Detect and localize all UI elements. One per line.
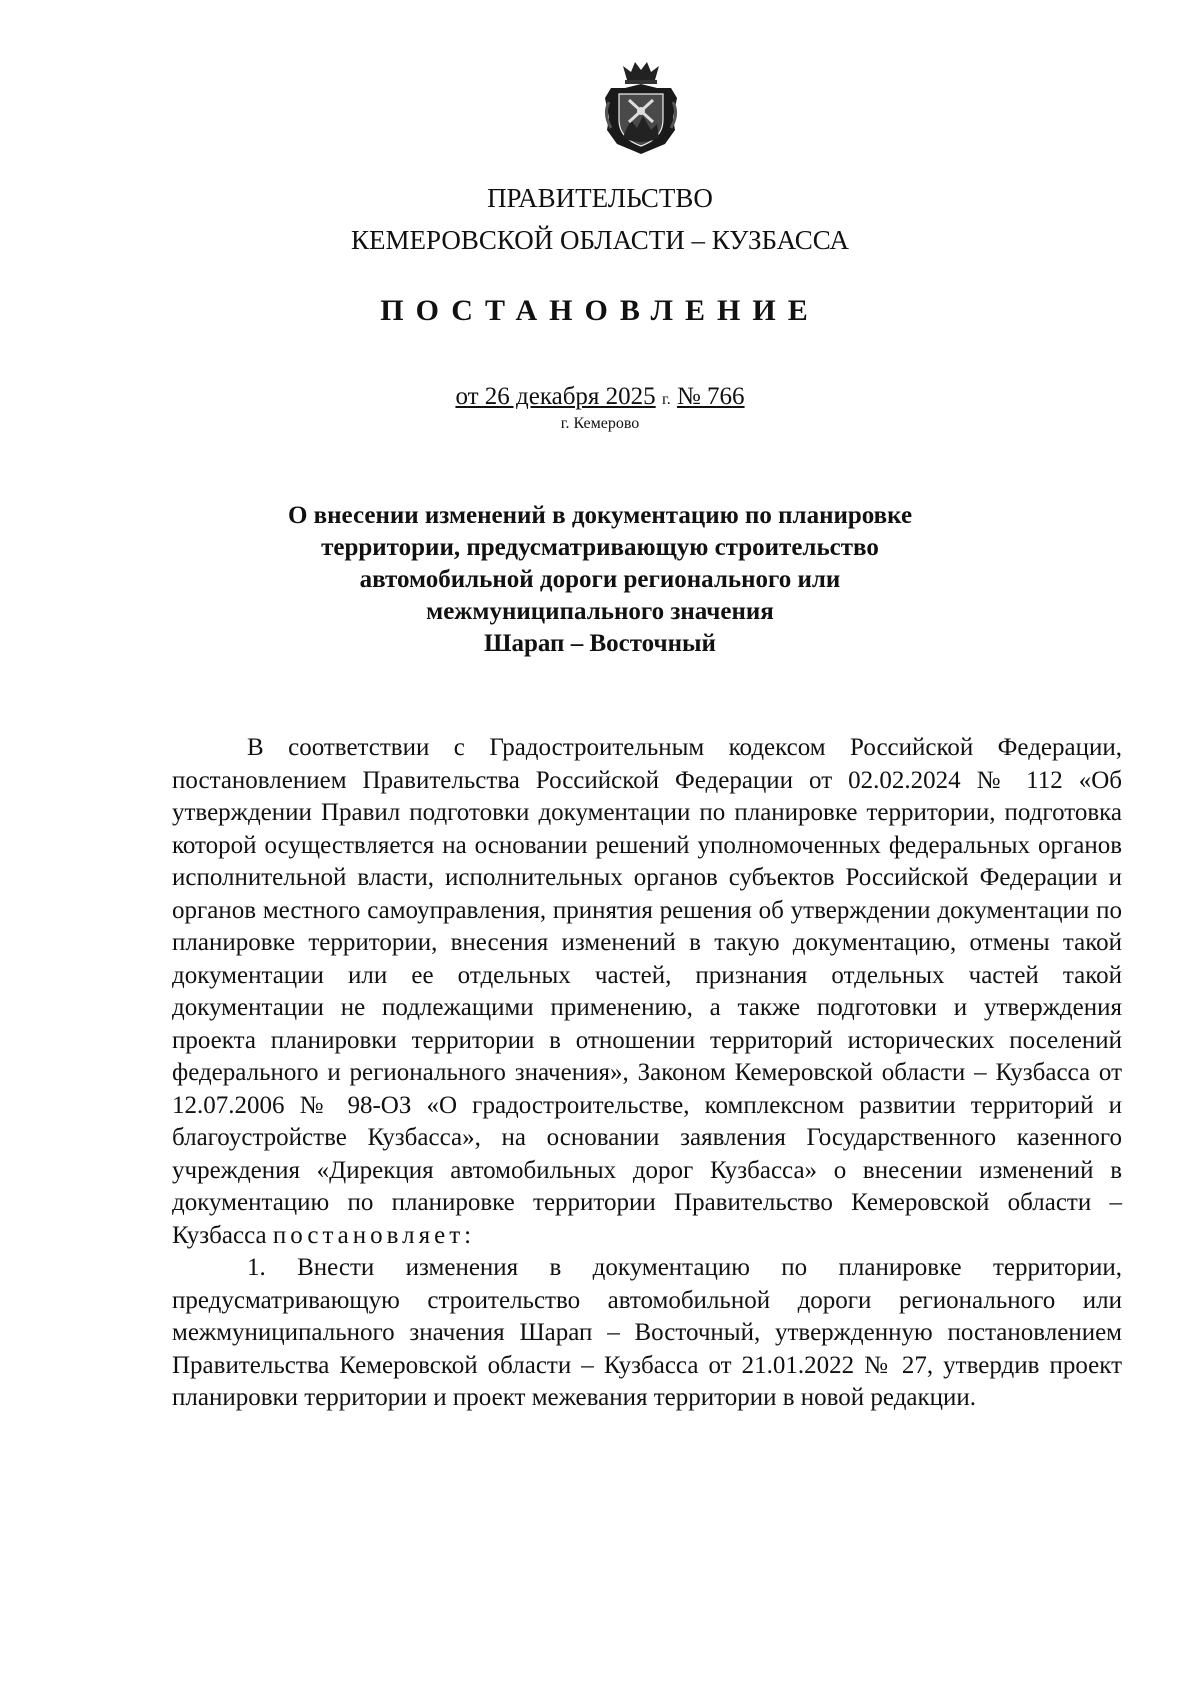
kuzbass-coat-of-arms-icon	[601, 58, 681, 156]
item-1-paragraph: 1. Внести изменения в документацию по планировке территории, предусматривающую строительство автомобильной дороги регионального или межмуниципального значения Шарап – Восточный, утвержденную постановлением Правительства Кемеровской области – Кузбасса от 21.01.2022 № 27, утвердив проект планировки территории и проект межевания территории в новой редакции.	[172, 1254, 1122, 1411]
subject-line: межмуниципального значения	[426, 598, 774, 625]
resolves-word: постановляет:	[272, 1221, 476, 1249]
org-name-line2: КЕМЕРОВСКОЙ ОБЛАСТИ – КУЗБАССА	[351, 225, 849, 255]
document-subject	[0, 500, 1200, 660]
document-number: № 766	[676, 383, 745, 410]
preamble-paragraph	[172, 732, 1122, 1252]
document-type-title: ПОСТАНОВЛЕНИЕ	[380, 294, 820, 327]
subject-line: автомобильной дороги регионального или	[359, 566, 841, 593]
subject-line: О внесении изменений в документацию по планировке	[287, 502, 913, 529]
document-date: от 26 декабря 2025	[455, 383, 656, 410]
subject-line: Шарап – Восточный	[484, 630, 716, 657]
document-place: г. Кемерово	[560, 415, 640, 432]
org-name-line1: ПРАВИТЕЛЬСТВО	[487, 183, 713, 213]
subject-line: территории, предусматривающую строительство	[321, 534, 879, 561]
date-number-line	[0, 383, 1200, 411]
document-body	[172, 732, 1122, 1415]
preamble-text: В соответствии с Градостроительным кодексом Российской Федерации, постановлением Правительства Российской Федерации от 02.02.2024 № 112 «Об утверждении Правил подготовки документации по планировке территории, подготовка которой осуществляется на основании решений уполномоченных федеральных органов исполнительной власти, исполнительных органов субъектов Российской Федерации и органов местного самоуправления, принятия решения об утверждении документации по планировке территории, внесения изменений в такую документацию, отмены такой документации или ее отдельных частей, признания отдельных частей такой документации не подлежащими применению, а также подготовки и утверждения проекта планировки территории в отношении территорий исторических поселений федерального и регионального значения», Законом Кемеровской области – Кузбасса от 12.07.2006 № 98-ОЗ «О градостроительстве, комплексном развитии территорий и благоустройстве Кузбасса», на основании заявления Государственного казенного учреждения «Дирекция автомобильных дорог Кузбасса» о внесении изменений в документацию по планировке территории Правительство Кемеровской области – Кузбасса	[172, 734, 1122, 1249]
year-abbreviation: г.	[661, 391, 671, 408]
